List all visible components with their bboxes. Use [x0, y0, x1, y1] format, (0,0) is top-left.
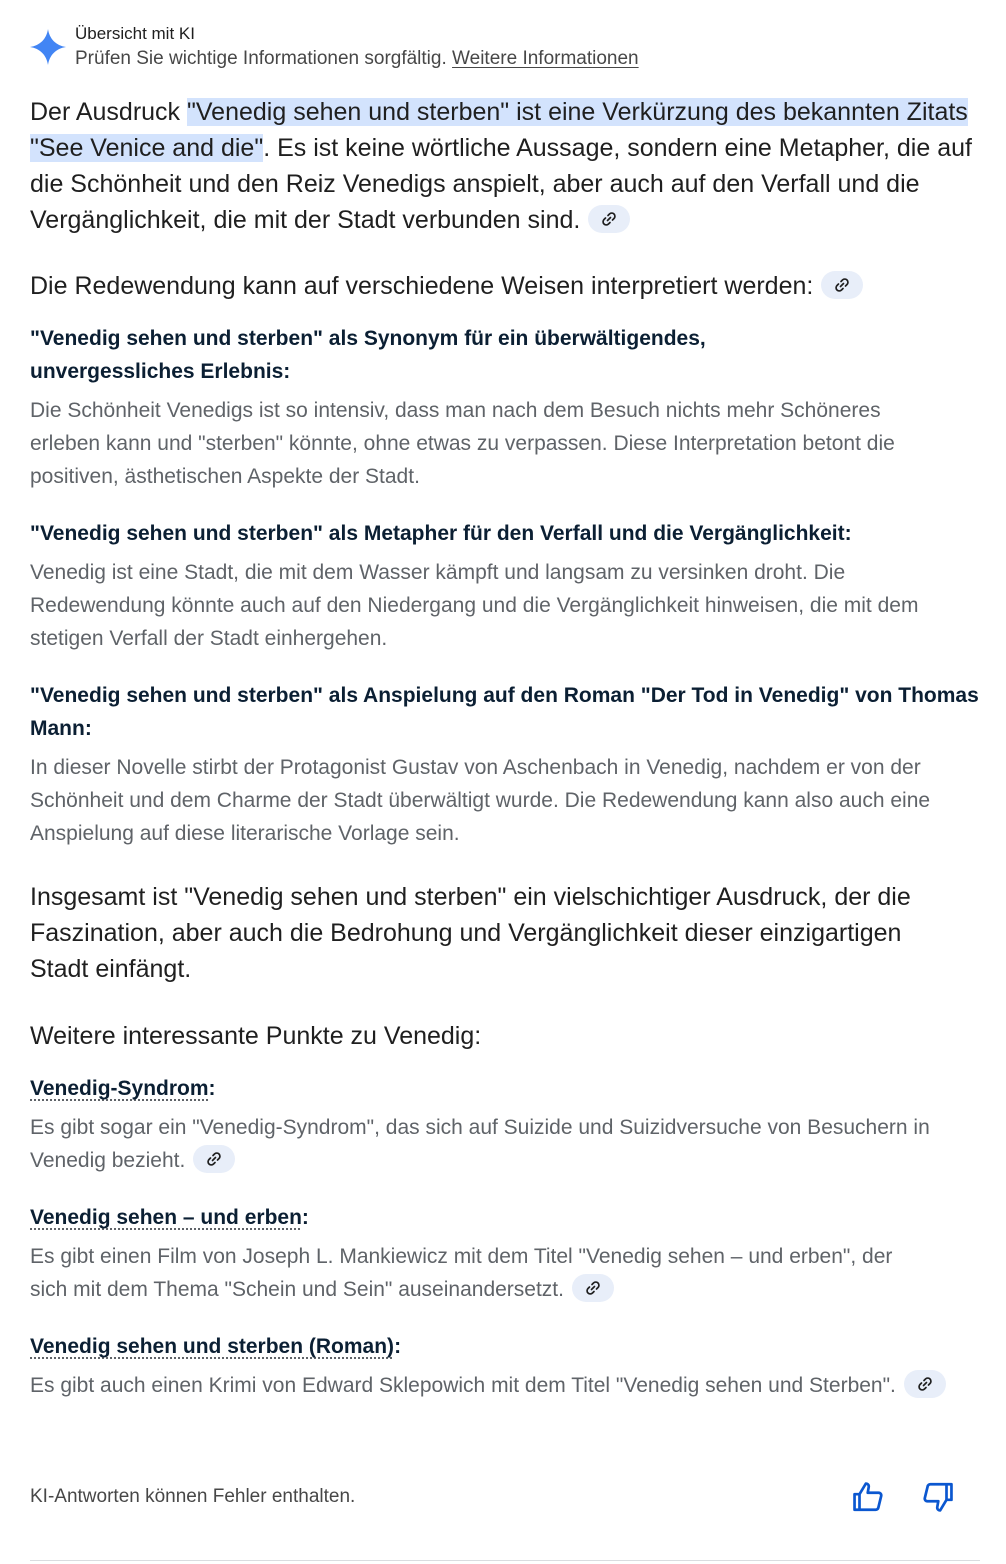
interpretation-title: "Venedig sehen und sterben" als Synonym für ein überwältigendes, unvergessliches Erlebnis:	[30, 327, 706, 383]
intro-highlight: "Venedig sehen und sterben" ist eine Verkürzung des bekannten Zitats "See Venice and die"	[30, 98, 968, 162]
subtitle-text: Prüfen Sie wichtige Informationen sorgfältig.	[75, 48, 447, 69]
more-points-intro: Weitere interessante Punkte zu Venedig:	[30, 1022, 482, 1050]
interpretation-text: In dieser Novelle stirbt der Protagonist Gustav von Aschenbach in Venedig, nachdem er von der Schönheit und dem Charme der Stadt überwältigt wurde. Die Redewendung kann also auch eine Anspielung auf diese literarische Vorlage sein.	[30, 756, 931, 845]
more-info-link[interactable]: Weitere Informationen	[452, 48, 639, 69]
intro-paragraph	[30, 94, 980, 238]
link-icon	[206, 1151, 222, 1167]
interpretation-title: "Venedig sehen und sterben" als Metapher für den Verfall und die Vergänglichkeit:	[30, 522, 852, 545]
intro-after: . Es ist keine wörtliche Aussage, sondern eine Metapher, die auf die Schönheit und den Reiz Venedigs anspielt, aber auch auf den Verfall und die Vergänglichkeit, die mit der Stadt verbunden sind.	[30, 134, 972, 234]
thumbs-up-icon[interactable]	[851, 1480, 885, 1514]
source-link-button[interactable]	[904, 1370, 946, 1398]
source-link-button[interactable]	[588, 205, 630, 233]
source-link-button[interactable]	[821, 271, 863, 299]
point-title-link[interactable]: Venedig-Syndrom	[30, 1077, 209, 1100]
point-title: Venedig-Syndrom:	[30, 1077, 216, 1100]
disclaimer-text: KI-Antworten können Fehler enthalten.	[30, 1486, 356, 1507]
point-text	[30, 1369, 950, 1402]
point-text	[30, 1240, 930, 1306]
interpretations-intro-text: Die Redewendung kann auf verschiedene Weisen interpretiert werden:	[30, 272, 814, 300]
source-link-button[interactable]	[193, 1145, 235, 1173]
point-text-content: Es gibt sogar ein "Venedig-Syndrom", das sich auf Suizide und Suizidversuche von Besuchern in Venedig bezieht.	[30, 1116, 930, 1172]
link-icon	[601, 211, 617, 227]
interpretations-intro	[30, 268, 980, 304]
link-icon	[917, 1376, 933, 1392]
interpretation-title: "Venedig sehen und sterben" als Anspielung auf den Roman "Der Tod in Venedig" von Thomas Mann:	[30, 684, 979, 740]
link-icon	[834, 277, 850, 293]
link-icon	[585, 1280, 601, 1296]
source-link-button[interactable]	[572, 1274, 614, 1302]
summary-paragraph: Insgesamt ist "Venedig sehen und sterben" ein vielschichtiger Ausdruck, der die Faszination, aber auch die Bedrohung und Vergänglichkeit dieser einzigartigen Stadt einfängt.	[30, 883, 911, 983]
point-text-content: Es gibt einen Film von Joseph L. Mankiewicz mit dem Titel "Venedig sehen – und erben", der sich mit dem Thema "Schein und Sein" auseinandersetzt.	[30, 1245, 893, 1301]
point-title-link[interactable]: Venedig sehen – und erben	[30, 1206, 302, 1229]
point-title: Venedig sehen und sterben (Roman):	[30, 1335, 402, 1358]
interpretation-text: Die Schönheit Venedigs ist so intensiv, dass man nach dem Besuch nichts mehr Schöneres erleben kann und "sterben" könnte, ohne etwas zu verpassen. Diese Interpretation betont die positiven, ästhetischen Aspekte der Stadt.	[30, 399, 895, 488]
point-text-content: Es gibt auch einen Krimi von Edward Sklepowich mit dem Titel "Venedig sehen und Sterben".	[30, 1374, 896, 1397]
point-text	[30, 1111, 950, 1177]
interpretation-text: Venedig ist eine Stadt, die mit dem Wasser kämpft und langsam zu versinken droht. Die Redewendung könnte auch auf den Niedergang und die Vergänglichkeit hinweisen, die mit dem stetigen Verfall der Stadt einhergehen.	[30, 561, 919, 650]
overview-title: Übersicht mit KI	[75, 24, 195, 43]
overview-subtitle	[75, 48, 639, 70]
sparkle-icon	[30, 29, 66, 65]
bottom-divider	[30, 1560, 980, 1561]
intro-before: Der Ausdruck	[30, 98, 188, 126]
point-title-link[interactable]: Venedig sehen und sterben (Roman)	[30, 1335, 395, 1358]
thumbs-down-icon[interactable]	[921, 1480, 955, 1514]
point-title: Venedig sehen – und erben:	[30, 1206, 309, 1229]
